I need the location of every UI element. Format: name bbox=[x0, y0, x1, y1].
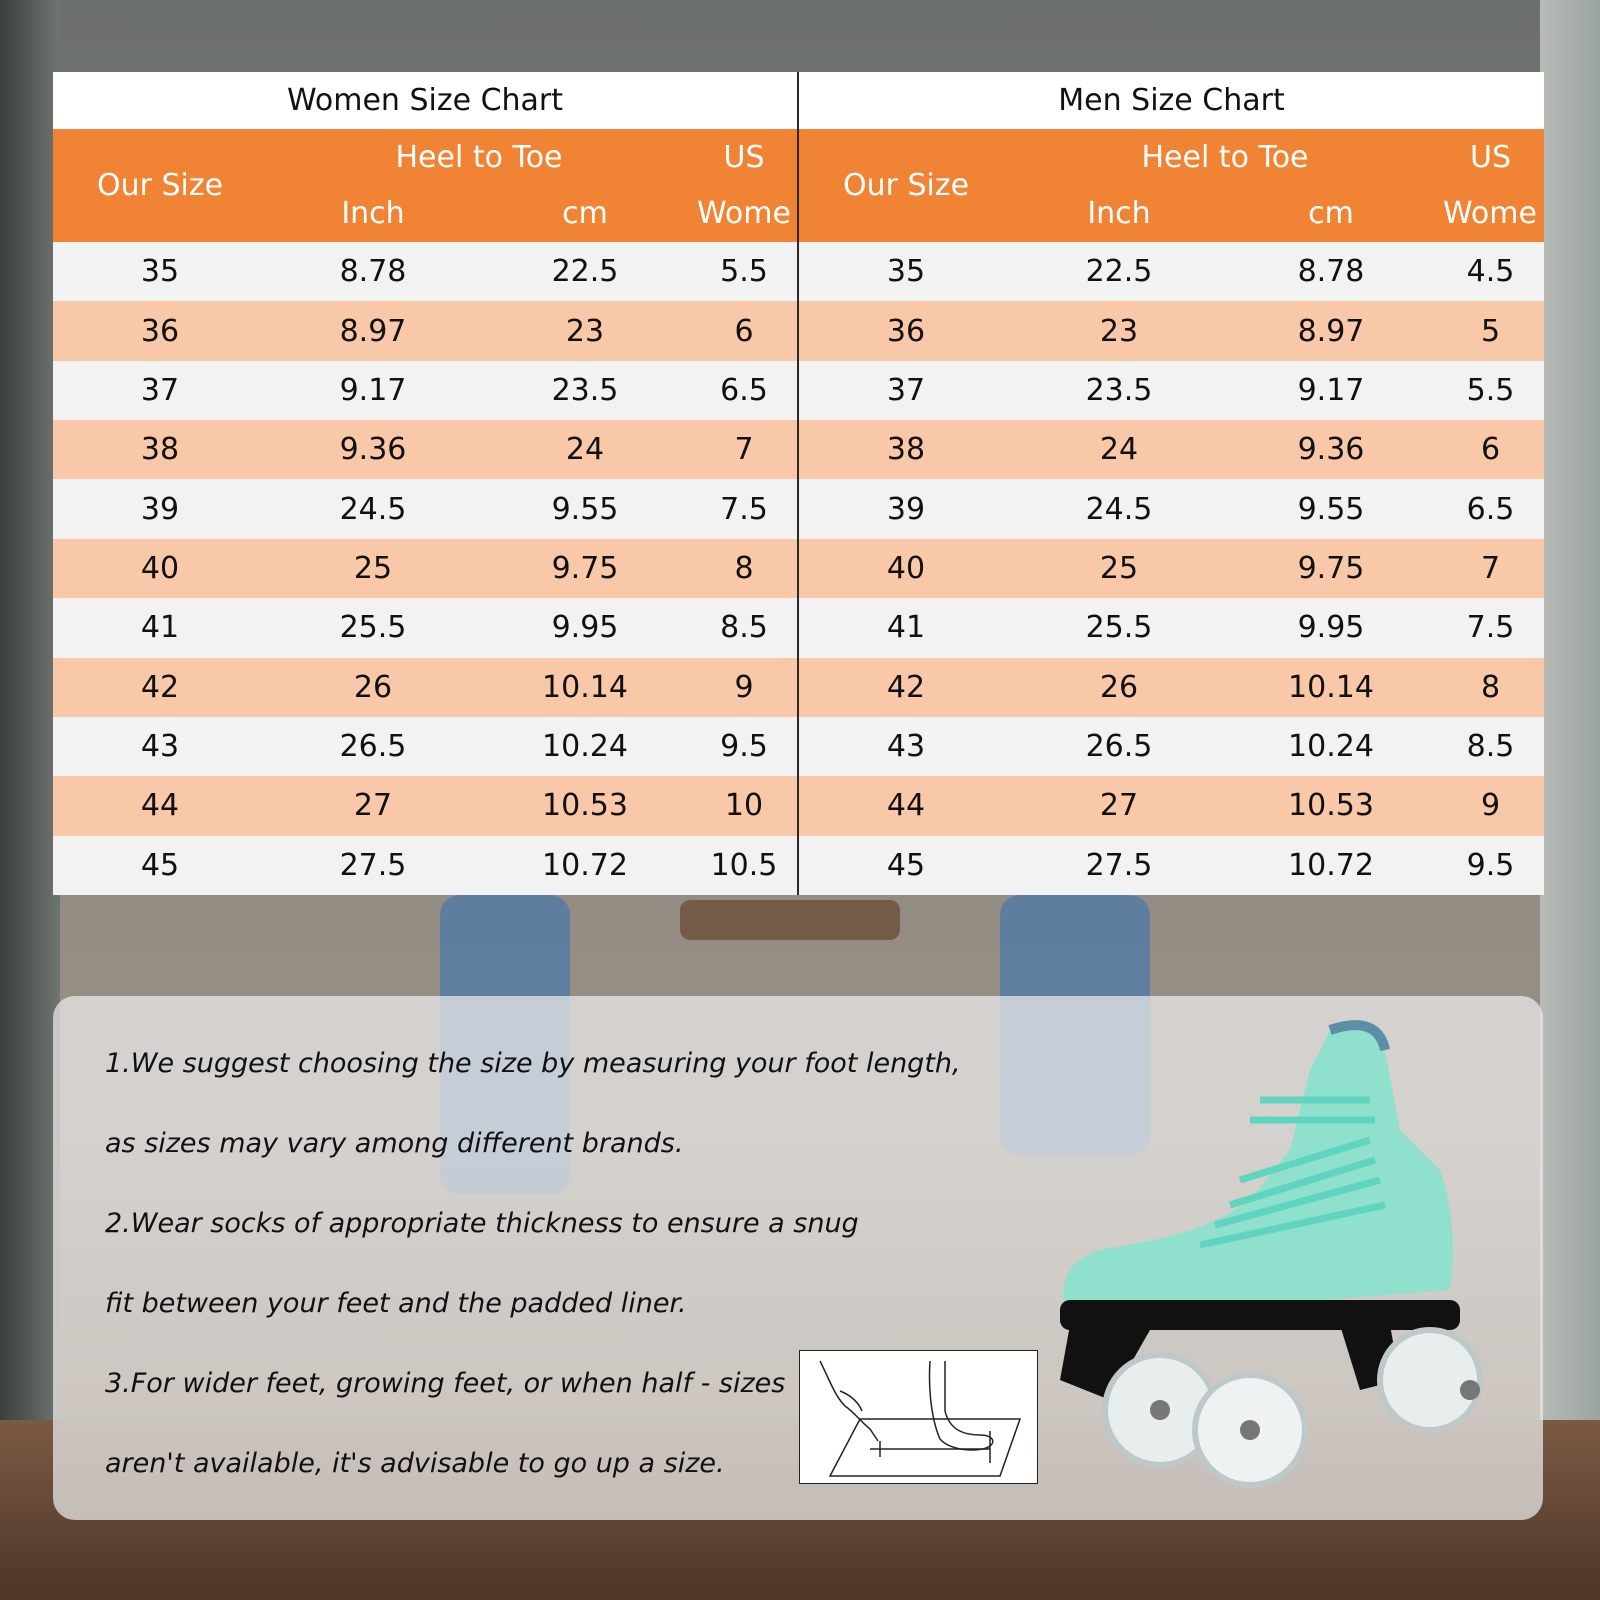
table-row bbox=[53, 479, 798, 538]
cell-inch: 8.97 bbox=[267, 301, 479, 360]
cell-inch: 22.5 bbox=[1013, 242, 1225, 301]
cell-inch: 26.5 bbox=[1013, 717, 1225, 776]
cell-size: 36 bbox=[53, 301, 267, 360]
cell-cm: 9.17 bbox=[1225, 361, 1437, 420]
table-row bbox=[53, 361, 798, 420]
cell-inch: 25 bbox=[1013, 539, 1225, 598]
cell-size: 42 bbox=[799, 658, 1013, 717]
cell-inch: 27 bbox=[1013, 776, 1225, 835]
cell-size: 36 bbox=[799, 301, 1013, 360]
cell-cm: 9.75 bbox=[479, 539, 691, 598]
women-col-us-sub: Wome bbox=[691, 186, 798, 242]
cell-us: 8 bbox=[691, 539, 798, 598]
cell-us: 7.5 bbox=[1437, 598, 1544, 657]
cell-size: 44 bbox=[53, 776, 267, 835]
table-row bbox=[53, 776, 798, 835]
cell-inch: 24 bbox=[1013, 420, 1225, 479]
cell-size: 43 bbox=[53, 717, 267, 776]
cell-inch: 25.5 bbox=[1013, 598, 1225, 657]
women-col-heel-to-toe: Heel to Toe bbox=[267, 129, 691, 185]
table-row bbox=[53, 539, 798, 598]
cell-size: 38 bbox=[799, 420, 1013, 479]
cell-cm: 8.78 bbox=[1225, 242, 1437, 301]
cell-us: 7.5 bbox=[691, 479, 798, 538]
cell-us: 6.5 bbox=[1437, 479, 1544, 538]
cell-cm: 9.75 bbox=[1225, 539, 1437, 598]
cell-cm: 10.53 bbox=[1225, 776, 1437, 835]
cell-size: 41 bbox=[799, 598, 1013, 657]
table-row bbox=[799, 658, 1544, 717]
men-col-us: US bbox=[1437, 129, 1544, 185]
cell-inch: 26 bbox=[267, 658, 479, 717]
cell-size: 37 bbox=[53, 361, 267, 420]
table-row bbox=[799, 479, 1544, 538]
women-col-us: US bbox=[691, 129, 798, 185]
cell-inch: 24.5 bbox=[267, 479, 479, 538]
cell-cm: 10.14 bbox=[1225, 658, 1437, 717]
cell-inch: 27 bbox=[267, 776, 479, 835]
roller-skate-illustration bbox=[1040, 1010, 1540, 1510]
cell-us: 5.5 bbox=[1437, 361, 1544, 420]
cell-inch: 26 bbox=[1013, 658, 1225, 717]
cell-cm: 10.53 bbox=[479, 776, 691, 835]
cell-us: 7 bbox=[691, 420, 798, 479]
table-row bbox=[799, 420, 1544, 479]
cell-us: 5.5 bbox=[691, 242, 798, 301]
cell-size: 40 bbox=[53, 539, 267, 598]
cell-us: 8 bbox=[1437, 658, 1544, 717]
cell-cm: 8.97 bbox=[1225, 301, 1437, 360]
cell-inch: 24.5 bbox=[1013, 479, 1225, 538]
table-row bbox=[53, 836, 798, 895]
cell-size: 43 bbox=[799, 717, 1013, 776]
cell-inch: 9.36 bbox=[267, 420, 479, 479]
cell-us: 5 bbox=[1437, 301, 1544, 360]
cell-size: 44 bbox=[799, 776, 1013, 835]
cell-cm: 24 bbox=[479, 420, 691, 479]
cell-cm: 9.55 bbox=[1225, 479, 1437, 538]
cell-us: 10.5 bbox=[691, 836, 798, 895]
cell-inch: 26.5 bbox=[267, 717, 479, 776]
cell-cm: 10.24 bbox=[1225, 717, 1437, 776]
cell-size: 42 bbox=[53, 658, 267, 717]
cell-us: 8.5 bbox=[691, 598, 798, 657]
women-col-our-size: Our Size bbox=[53, 129, 267, 242]
table-row bbox=[799, 717, 1544, 776]
cell-cm: 22.5 bbox=[479, 242, 691, 301]
cell-us: 7 bbox=[1437, 539, 1544, 598]
cell-us: 9 bbox=[1437, 776, 1544, 835]
table-row bbox=[53, 301, 798, 360]
cell-us: 6 bbox=[1437, 420, 1544, 479]
cell-inch: 25 bbox=[267, 539, 479, 598]
cell-cm: 9.36 bbox=[1225, 420, 1437, 479]
cell-size: 40 bbox=[799, 539, 1013, 598]
cell-us: 6.5 bbox=[691, 361, 798, 420]
cell-inch: 23.5 bbox=[1013, 361, 1225, 420]
size-charts bbox=[53, 72, 1543, 895]
cell-us: 6 bbox=[691, 301, 798, 360]
cell-cm: 23 bbox=[479, 301, 691, 360]
cell-cm: 23.5 bbox=[479, 361, 691, 420]
women-chart-title: Women Size Chart bbox=[53, 72, 798, 129]
women-size-chart bbox=[53, 72, 799, 895]
foot-measuring-diagram bbox=[799, 1350, 1038, 1484]
cell-cm: 9.95 bbox=[479, 598, 691, 657]
men-col-cm: cm bbox=[1225, 186, 1437, 242]
cell-cm: 10.24 bbox=[479, 717, 691, 776]
mint-roller-skate bbox=[1040, 1010, 1540, 1510]
cell-cm: 10.72 bbox=[1225, 836, 1437, 895]
cell-size: 45 bbox=[799, 836, 1013, 895]
note-line: 3.For wider feet, growing feet, or when half - sizes bbox=[105, 1368, 786, 1399]
cell-size: 45 bbox=[53, 836, 267, 895]
cell-us: 9.5 bbox=[691, 717, 798, 776]
table-row bbox=[799, 242, 1544, 301]
note-line: aren't available, it's advisable to go up a size. bbox=[105, 1448, 725, 1479]
cell-size: 38 bbox=[53, 420, 267, 479]
table-row bbox=[799, 776, 1544, 835]
background-stool-seat bbox=[680, 900, 900, 940]
foot-measuring-icon bbox=[800, 1351, 1037, 1483]
note-line: 1.We suggest choosing the size by measuring your foot length, bbox=[105, 1048, 961, 1079]
table-row bbox=[53, 598, 798, 657]
note-line: as sizes may vary among different brands. bbox=[105, 1128, 684, 1159]
cell-size: 39 bbox=[799, 479, 1013, 538]
men-col-heel-to-toe: Heel to Toe bbox=[1013, 129, 1437, 185]
cell-size: 37 bbox=[799, 361, 1013, 420]
women-col-cm: cm bbox=[479, 186, 691, 242]
table-row bbox=[799, 301, 1544, 360]
cell-cm: 10.14 bbox=[479, 658, 691, 717]
cell-size: 39 bbox=[53, 479, 267, 538]
cell-us: 9.5 bbox=[1437, 836, 1544, 895]
cell-us: 8.5 bbox=[1437, 717, 1544, 776]
note-line: fit between your feet and the padded liner. bbox=[105, 1288, 687, 1319]
cell-inch: 23 bbox=[1013, 301, 1225, 360]
cell-cm: 10.72 bbox=[479, 836, 691, 895]
cell-inch: 8.78 bbox=[267, 242, 479, 301]
background-wall-right bbox=[1540, 0, 1600, 1600]
cell-inch: 27.5 bbox=[1013, 836, 1225, 895]
background-wall-left bbox=[0, 0, 60, 1600]
men-chart-title: Men Size Chart bbox=[799, 72, 1544, 129]
cell-cm: 9.95 bbox=[1225, 598, 1437, 657]
cell-us: 10 bbox=[691, 776, 798, 835]
cell-us: 4.5 bbox=[1437, 242, 1544, 301]
cell-inch: 27.5 bbox=[267, 836, 479, 895]
cell-size: 41 bbox=[53, 598, 267, 657]
cell-size: 35 bbox=[799, 242, 1013, 301]
men-size-chart bbox=[799, 72, 1544, 895]
men-col-us-sub: Wome bbox=[1437, 186, 1544, 242]
table-row bbox=[799, 836, 1544, 895]
table-row bbox=[799, 539, 1544, 598]
men-col-inch: Inch bbox=[1013, 186, 1225, 242]
cell-inch: 25.5 bbox=[267, 598, 479, 657]
cell-cm: 9.55 bbox=[479, 479, 691, 538]
cell-inch: 9.17 bbox=[267, 361, 479, 420]
table-row bbox=[799, 361, 1544, 420]
cell-size: 35 bbox=[53, 242, 267, 301]
table-row bbox=[53, 717, 798, 776]
table-row bbox=[53, 658, 798, 717]
table-row bbox=[53, 420, 798, 479]
cell-us: 9 bbox=[691, 658, 798, 717]
men-col-our-size: Our Size bbox=[799, 129, 1013, 242]
note-line: 2.Wear socks of appropriate thickness to ensure a snug bbox=[105, 1208, 859, 1239]
table-row bbox=[799, 598, 1544, 657]
women-col-inch: Inch bbox=[267, 186, 479, 242]
table-row bbox=[53, 242, 798, 301]
